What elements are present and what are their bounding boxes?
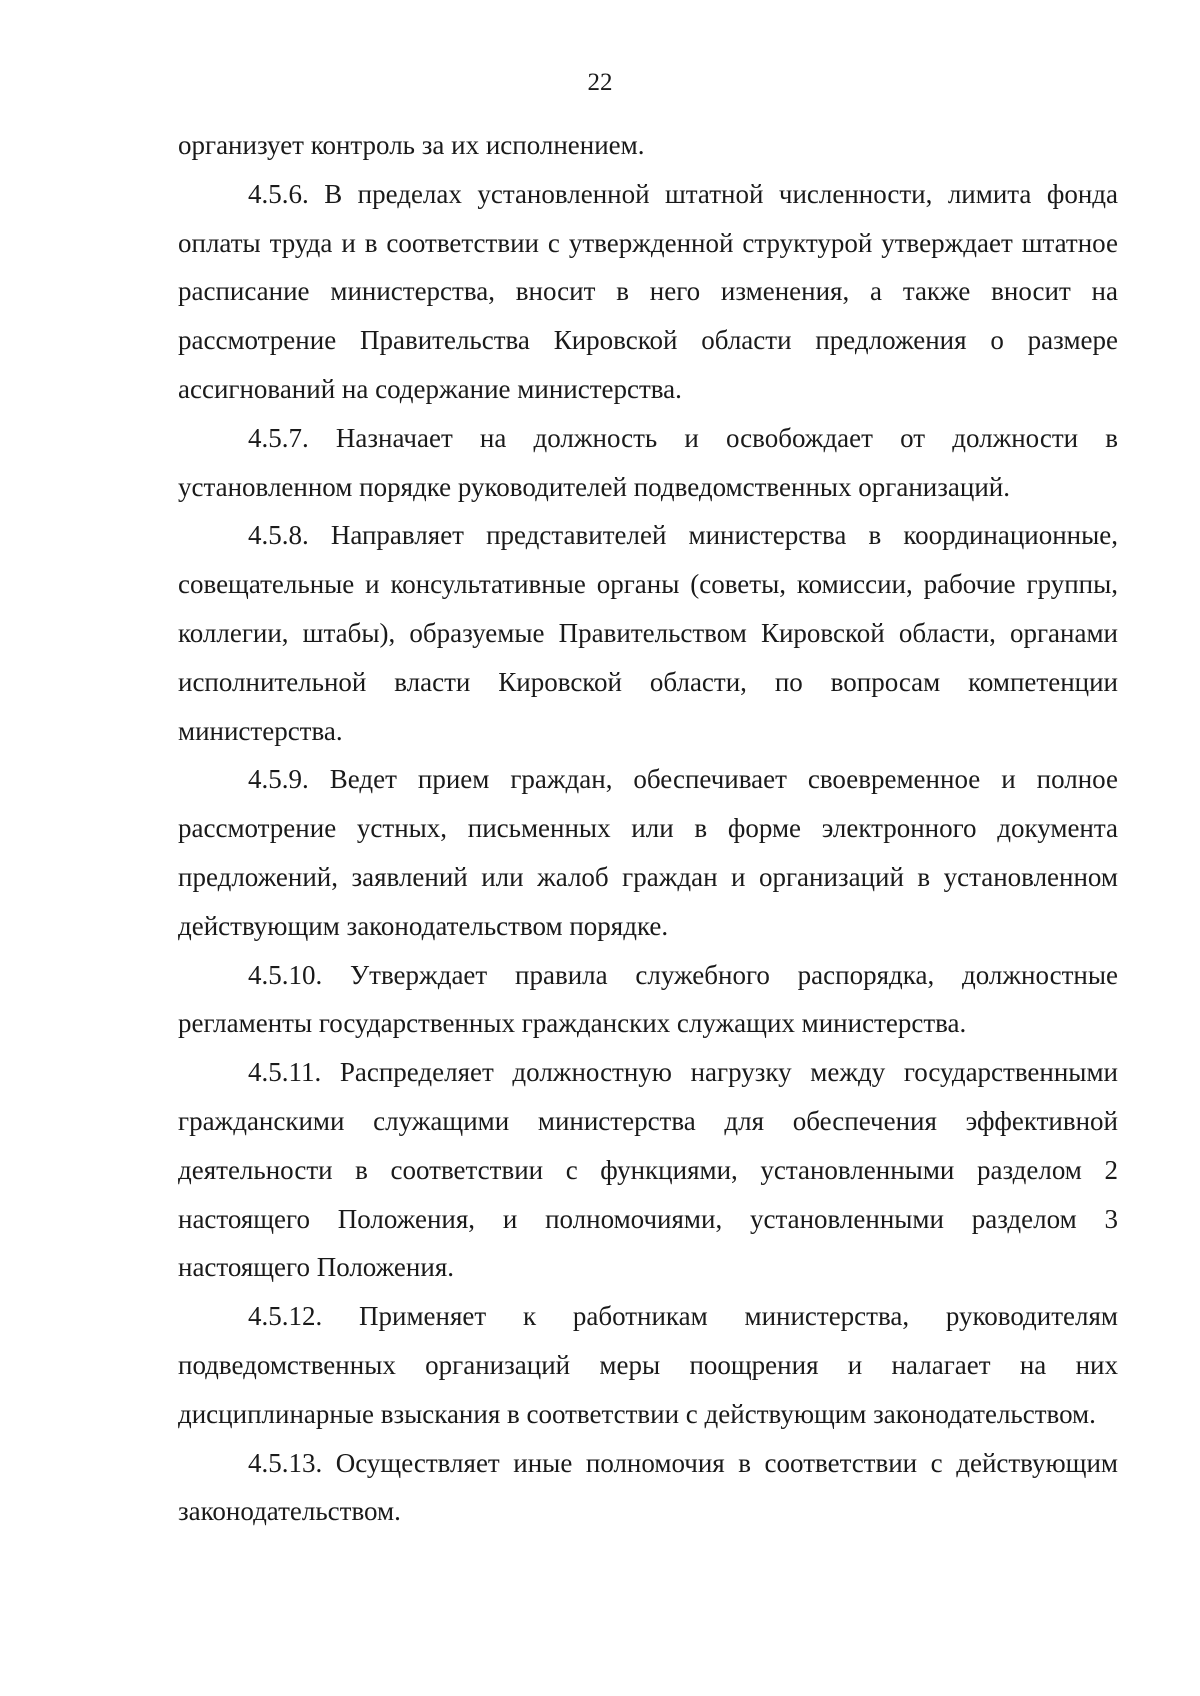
paragraph-4-5-13: 4.5.13. Осуществляет иные полномочия в соответствии с действующим законодательством. <box>178 1447 1118 1527</box>
paragraph-4-5-10: 4.5.10. Утверждает правила служебного распорядка, должностные регламенты государственных гражданских служащих министерства. <box>178 959 1118 1039</box>
paragraph-4-5-6: 4.5.6. В пределах установленной штатной численности, лимита фонда оплаты труда и в соответствии с утвержденной структурой утверждает штатное расписание министерства, вносит в него изменения, а также вносит на рассмотрение Правительства Кировской области предложения о размере ассигнований на содержание министерства. <box>178 178 1118 404</box>
paragraph-4-5-9: 4.5.9. Ведет прием граждан, обеспечивает своевременное и полное рассмотрение устных, письменных или в форме электронного документа предложений, заявлений или жалоб граждан и организаций в установленном действующим законодательством порядке. <box>178 764 1118 941</box>
paragraph-4-5-7: 4.5.7. Назначает на должность и освобождает от должности в установленном порядке руководителей подведомственных организаций. <box>178 422 1118 502</box>
page-number: 22 <box>587 69 613 96</box>
paragraph-4-5-11: 4.5.11. Распределяет должностную нагрузку между государственными гражданскими служащими министерства для обеспечения эффективной деятельности в соответствии с функциями, установленными разделом 2 настоящего Положения, и полномочиями, установленными разделом 3 настоящего Положения. <box>178 1057 1118 1283</box>
paragraph-continuation: организует контроль за их исполнением. <box>178 130 645 160</box>
paragraph-4-5-8: 4.5.8. Направляет представителей министерства в координационные, совещательные и консультативные органы (советы, комиссии, рабочие группы, коллегии, штабы), образуемые Правительством Кировской области, органами исполнительной власти Кировской области, по вопросам компетенции министерства. <box>178 520 1118 746</box>
paragraph-4-5-12: 4.5.12. Применяет к работникам министерства, руководителям подведомственных организаций меры поощрения и налагает на них дисциплинарные взыскания в соответствии с действующим законодательством. <box>178 1301 1118 1429</box>
document-body <box>178 121 1118 1536</box>
